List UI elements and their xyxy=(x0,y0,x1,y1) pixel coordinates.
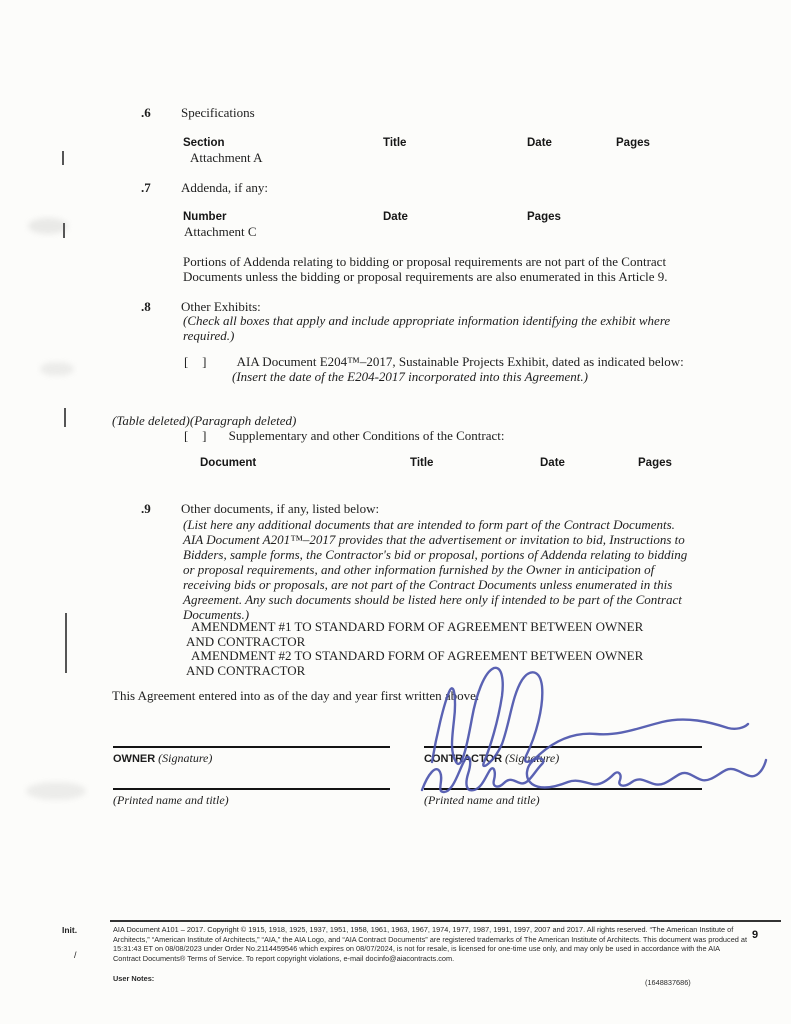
amendment-2: AMENDMENT #2 TO STANDARD FORM OF AGREEMENT BETWEEN OWNER AND CONTRACTOR xyxy=(186,648,644,678)
contractor-signature-label xyxy=(424,751,559,766)
contractor-signature-caption: (Signature) xyxy=(505,751,560,765)
owner-label: OWNER xyxy=(113,753,156,765)
clause-title: Other documents, if any, listed below: xyxy=(181,501,380,516)
column-header-date: Date xyxy=(527,137,552,149)
page-number: 9 xyxy=(752,929,759,941)
column-header-title: Title xyxy=(383,137,407,149)
footer-legal-text: AIA Document A101 – 2017. Copyright © 1915, 1918, 1925, 1937, 1951, 1958, 1961, 1963, 1967, 1974, 1977, 1987, 1991, 1997, 2007 and 2017. All rights reserved. “The American Institute of Architects,” “American Institute of Architects,” “AIA,” the AIA Logo, and “AIA Contract Documents” are registered trademarks of The American Institute of Architects. This document was produced at 15:31:43 ET on 08/08/2023 under Order No.2114459546 which expires on 08/07/2024, is not for resale, is licensed for one-time use only, and may only be used in accordance with the AIA Contract Documents® Terms of Service. To report copyright violations, e-mail docinfo@aiacontracts.com. xyxy=(113,925,748,963)
checkbox-label: AIA Document E204™–2017, Sustainable Projects Exhibit, dated as indicated below: xyxy=(236,354,684,369)
user-notes-label: User Notes: xyxy=(113,974,155,983)
amendment-1: AMENDMENT #1 TO STANDARD FORM OF AGREEMENT BETWEEN OWNER AND CONTRACTOR xyxy=(186,619,644,649)
column-header-date: Date xyxy=(540,457,565,469)
document-id: (1648837686) xyxy=(645,978,691,987)
owner-signature-line xyxy=(113,746,390,748)
init-slash: / xyxy=(74,950,77,960)
section-6-heading xyxy=(141,106,701,121)
column-header-title: Title xyxy=(410,457,434,469)
owner-printed-line xyxy=(113,788,390,790)
checkbox-icon[interactable]: [ ] xyxy=(184,354,208,369)
contractor-printed-caption: (Printed name and title) xyxy=(424,793,540,807)
clause-title: Other Exhibits: xyxy=(181,299,261,314)
owner-signature-label xyxy=(113,751,212,766)
owner-printed-caption: (Printed name and title) xyxy=(113,793,229,807)
clause-title: Specifications xyxy=(181,105,255,120)
scan-smudge xyxy=(26,782,86,800)
checkbox-e204-subnote: (Insert the date of the E204-2017 incorporated into this Agreement.) xyxy=(232,369,588,384)
deleted-note: (Table deleted)(Paragraph deleted) xyxy=(112,413,297,428)
closing-statement: This Agreement entered into as of the day and year first written above. xyxy=(112,688,480,703)
column-header-pages: Pages xyxy=(616,137,650,149)
footer-rule xyxy=(110,920,781,922)
column-header-pages: Pages xyxy=(527,211,561,223)
column-header-date: Date xyxy=(383,211,408,223)
owner-signature-caption: (Signature) xyxy=(158,751,213,765)
contractor-printed-line xyxy=(424,788,702,790)
init-label: Init. xyxy=(62,925,78,935)
checkbox-row-supplementary xyxy=(184,429,704,444)
margin-tick xyxy=(64,408,66,427)
checkbox-icon[interactable]: [ ] xyxy=(184,428,208,443)
clause-title: Addenda, if any: xyxy=(181,180,269,195)
addenda-note: Portions of Addenda relating to bidding or proposal requirements are not part of the Contract Documents unless the bidding or proposal requirements are also enumerated in this Article 9. xyxy=(183,254,668,284)
checkbox-label: Supplementary and other Conditions of the Contract: xyxy=(228,428,505,443)
specifications-row-value: Attachment A xyxy=(190,150,263,165)
section-7-heading xyxy=(141,181,701,196)
section-9-heading xyxy=(141,502,701,517)
section-8-instruction: (Check all boxes that apply and include appropriate information identifying the exhibit where required.) xyxy=(183,313,671,343)
section-9-instruction: (List here any additional documents that are intended to form part of the Contract Documents. AIA Document A201™–2017 provides that the advertisement or invitation to bid, Instructions to Bidders, sample forms, the Contractor's bid or proposal, portions of Addenda relating to bidding or proposal requirements, and other information furnished by the Owner in anticipation of receiving bids or proposals, are not part of the Contract Documents unless enumerated in this Agreement. Any such documents should be listed here only if intended to be part of the Contract Documents.) xyxy=(183,517,688,622)
column-header-document: Document xyxy=(200,457,257,469)
margin-tick xyxy=(65,613,67,673)
contractor-signature-line xyxy=(424,746,702,748)
margin-tick xyxy=(62,151,64,165)
addenda-row-value: Attachment C xyxy=(184,224,257,239)
clause-number: .6 xyxy=(141,105,151,120)
column-header-pages: Pages xyxy=(638,457,672,469)
column-header-section: Section xyxy=(183,137,225,149)
clause-number: .8 xyxy=(141,299,151,314)
scan-smudge xyxy=(40,362,74,376)
scan-smudge xyxy=(28,218,68,234)
contractor-label: CONTRACTOR xyxy=(424,753,503,765)
column-header-number: Number xyxy=(183,211,227,223)
clause-number: .7 xyxy=(141,180,151,195)
checkbox-row-e204 xyxy=(184,355,704,370)
clause-number: .9 xyxy=(141,501,151,516)
